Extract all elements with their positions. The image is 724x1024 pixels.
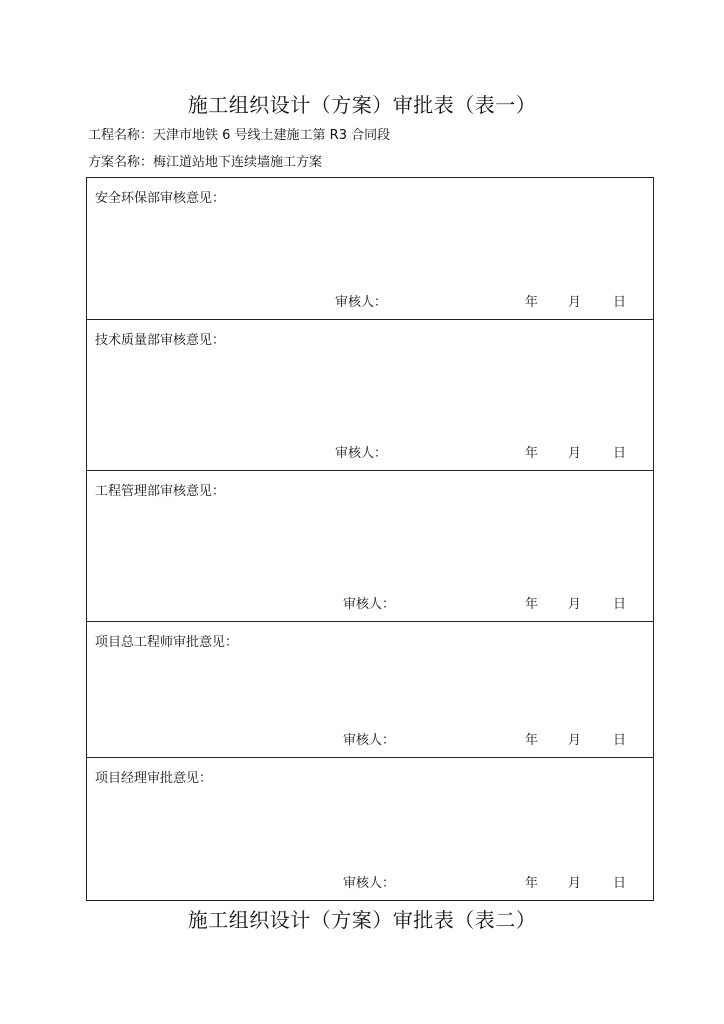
date-month-label: 月 [568,733,582,748]
date-month-label: 月 [568,446,582,461]
section-label: 技术质量部审核意见： [95,333,226,348]
signature-row [87,729,653,748]
signature-row [87,872,653,891]
form-title-table-one: 施工组织设计（方案）审批表（表一） [187,93,537,117]
reviewer-label: 审核人： [343,876,396,891]
signature-row [87,291,653,310]
section-label: 项目总工程师审批意见： [95,635,239,650]
signature-row [87,442,653,461]
chief-engineer-approval-section [87,622,653,758]
date-day-label: 日 [613,733,627,748]
date-year-label: 年 [525,733,539,748]
plan-name-line: 方案名称：梅江道站地下连续墙施工方案 [88,155,323,170]
section-label: 安全环保部审核意见： [95,191,226,206]
project-name-line: 工程名称：天津市地铁 6 号线土建施工第 R3 合同段 [88,128,391,143]
date-month-label: 月 [568,876,582,891]
reviewer-label: 审核人： [343,597,396,612]
technical-quality-review-section [87,320,653,471]
date-month-label: 月 [568,295,582,310]
date-day-label: 日 [613,597,627,612]
section-label: 工程管理部审核意见： [95,484,226,499]
date-day-label: 日 [613,876,627,891]
approval-table [86,177,654,901]
reviewer-label: 审核人： [335,446,388,461]
reviewer-label: 审核人： [343,733,396,748]
safety-environment-review-section [87,178,653,320]
signature-row [87,593,653,612]
date-year-label: 年 [525,876,539,891]
reviewer-label: 审核人： [335,295,388,310]
section-label: 项目经理审批意见： [95,771,213,786]
date-year-label: 年 [525,597,539,612]
date-month-label: 月 [568,597,582,612]
project-manager-approval-section [87,758,653,900]
date-day-label: 日 [613,446,627,461]
date-year-label: 年 [525,446,539,461]
date-day-label: 日 [613,295,627,310]
date-year-label: 年 [525,295,539,310]
form-title-table-two: 施工组织设计（方案）审批表（表二） [187,908,537,932]
engineering-management-review-section [87,471,653,622]
